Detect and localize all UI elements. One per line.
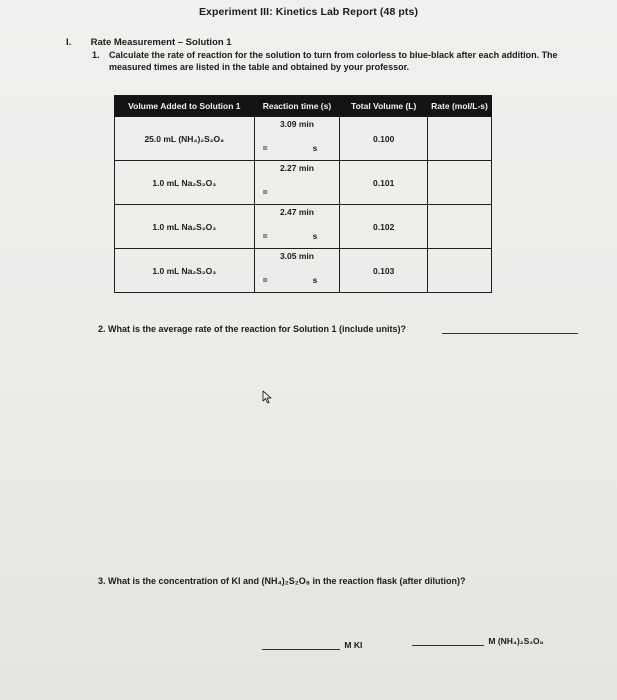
table-row [115, 205, 492, 249]
time-minutes: 2.27 min [279, 163, 314, 173]
question-2-text: 2. What is the average rate of the reaction for Solution 1 (include units)? [98, 324, 407, 334]
header-total-volume: Total Volume (L) [340, 96, 428, 117]
time-minutes: 2.47 min [279, 207, 314, 217]
page-title: Experiment III: Kinetics Lab Report (48 pts) [198, 6, 419, 18]
question-1 [92, 49, 562, 73]
volume-cell: 1.0 mL Na₂S₂O₃ [115, 161, 255, 205]
answer-blank-persulfate[interactable] [412, 645, 484, 646]
header-volume: Volume Added to Solution 1 [115, 96, 255, 117]
rate-cell[interactable] [428, 117, 492, 161]
time-seconds-entry[interactable] [255, 139, 340, 158]
rate-cell[interactable] [428, 249, 492, 293]
total-volume-cell: 0.103 [340, 249, 428, 293]
header-rate: Rate (mol/L-s) [428, 96, 492, 117]
section-title: Rate Measurement – Solution 1 [90, 37, 232, 48]
answer-blank-average-rate[interactable] [442, 333, 578, 334]
volume-cell: 25.0 mL (NH₄)₂S₂O₈ [115, 117, 255, 161]
seconds-unit: s [312, 143, 318, 153]
mouse-pointer-icon [262, 390, 273, 404]
question-1-text: Calculate the rate of reaction for the solution to turn from colorless to blue-black after each addition. The measured times are listed in the table and obtained by your professor. [109, 50, 558, 72]
reaction-time-cell[interactable] [254, 117, 340, 161]
volume-cell: 1.0 mL Na₂S₂O₃ [115, 249, 255, 293]
rate-cell[interactable] [428, 161, 492, 205]
equals-sign: = [262, 231, 268, 241]
table-row [115, 117, 492, 161]
table-header-row [115, 96, 492, 117]
table-row [115, 161, 492, 205]
question-3: 3. What is the concentration of KI and (NH₄)₂S₂O₈ in the reaction flask (after dilution)? [98, 576, 466, 586]
volume-cell: 1.0 mL Na₂S₂O₃ [115, 205, 255, 249]
section-number: I. [66, 37, 72, 48]
persulfate-unit-label: M (NH₄)₂S₂O₈ [488, 636, 544, 646]
answer-blank-ki[interactable] [262, 649, 340, 650]
time-seconds-entry[interactable] [255, 183, 340, 202]
total-volume-cell: 0.102 [340, 205, 428, 249]
seconds-unit: s [312, 275, 318, 285]
header-reaction-time: Reaction time (s) [254, 96, 340, 117]
time-minutes: 3.09 min [279, 119, 314, 129]
total-volume-cell: 0.101 [340, 161, 428, 205]
time-seconds-entry[interactable] [255, 227, 340, 246]
ki-unit-label: M KI [344, 640, 363, 650]
total-volume-cell: 0.100 [340, 117, 428, 161]
reaction-time-cell[interactable] [254, 161, 340, 205]
seconds-unit: s [312, 231, 318, 241]
section-heading [66, 37, 232, 48]
table-row [115, 249, 492, 293]
equals-sign: = [262, 143, 268, 153]
equals-sign: = [262, 275, 268, 285]
reaction-time-cell[interactable] [254, 249, 340, 293]
persulfate-answer [412, 636, 544, 646]
reaction-time-cell[interactable] [254, 205, 340, 249]
time-seconds-entry[interactable] [255, 271, 340, 290]
question-1-number: 1. [92, 50, 100, 60]
question-2 [98, 324, 406, 334]
time-minutes: 3.05 min [279, 251, 314, 261]
rate-cell[interactable] [428, 205, 492, 249]
ki-answer [262, 640, 362, 650]
equals-sign: = [262, 187, 268, 197]
rate-table [114, 95, 492, 293]
